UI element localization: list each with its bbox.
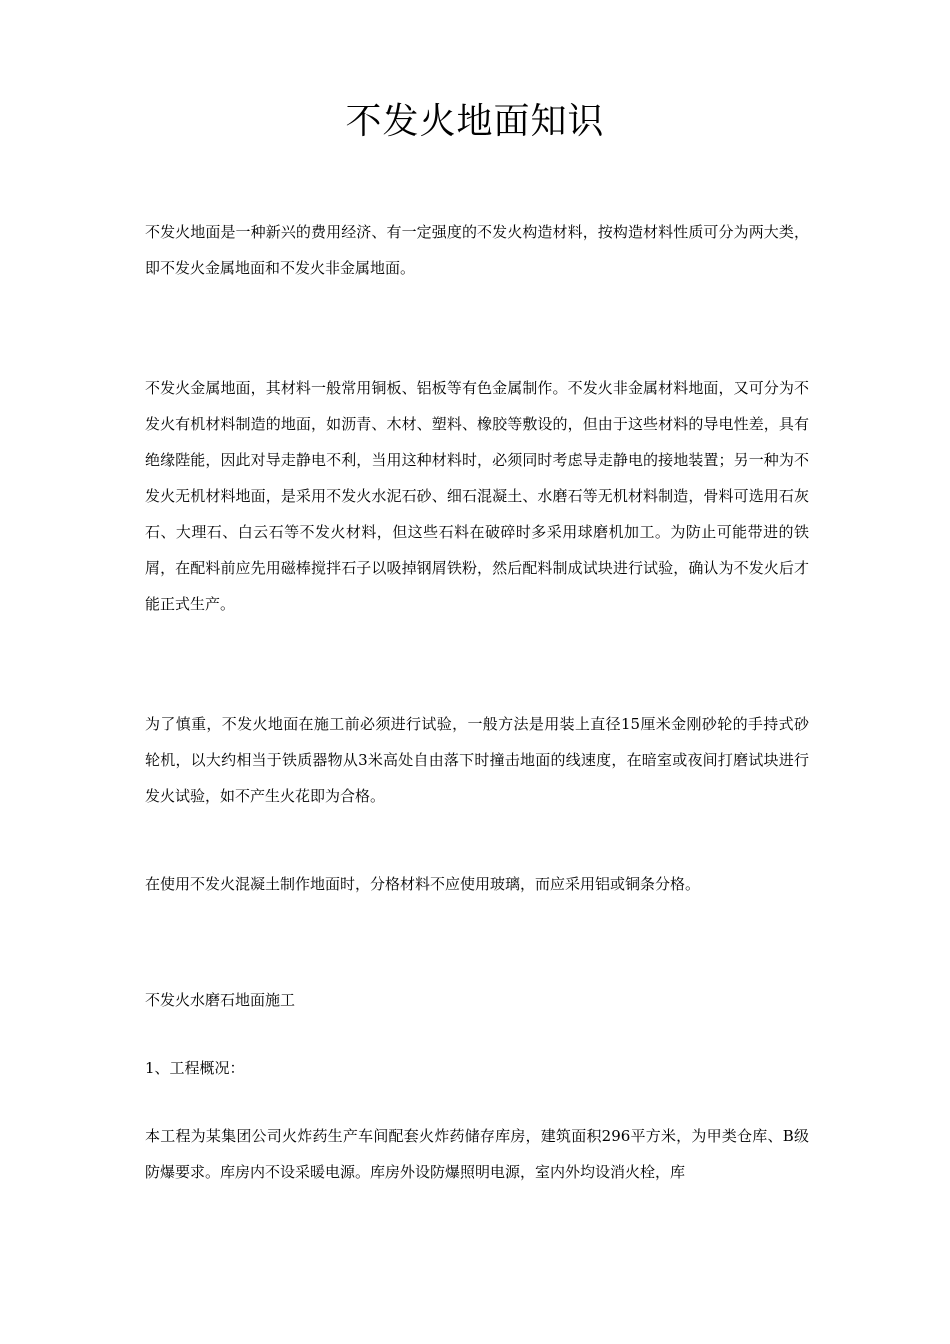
paragraph-materials: 不发火金属地面，其材料一般常用铜板、铝板等有色金属制作。不发火非金属材料地面，又可分为不发火有机材料制造的地面，如沥青、木材、塑料、橡胶等敷设的，但由于这些材料的导电性差，具有绝缘陛能，因此对导走静电不利，当用这种材料时，必须同时考虑导走静电的接地装置；另一种为不发火无机材料地面，是采用不发火水泥石砂、细石混凝土、水磨石等无机材料制造，骨料可选用石灰石、大理石、白云石等不发火材料，但这些石料在破碎时多采用球磨机加工。为防止可能带进的铁屑，在配料前应先用磁棒搅拌石子以吸掉钢屑铁粉，然后配料制成试块进行试验，确认为不发火后才能正式生产。 bbox=[145, 379, 809, 613]
document-title: 不发火地面知识 bbox=[345, 101, 605, 142]
paragraph-project-overview: 本工程为某集团公司火炸药生产车间配套火炸药储存库房，建筑面积296平方米，为甲类仓库、B级防爆要求。库房内不设采暖电源。库房外设防爆照明电源，室内外均设消火栓，库 bbox=[145, 1127, 809, 1181]
paragraph-intro: 不发火地面是一种新兴的费用经济、有一定强度的不发火构造材料，按构造材料性质可分为两大类，即不发火金属地面和不发火非金属地面。 bbox=[145, 223, 809, 277]
subsection-heading-overview: 1、工程概况： bbox=[145, 1059, 245, 1077]
paragraph-testing: 为了慎重，不发火地面在施工前必须进行试验，一般方法是用装上直径15厘米金刚砂轮的手持式砂轮机，以大约相当于铁质器物从3米高处自由落下时撞击地面的线速度，在暗室或夜间打磨试块进行发火试验，如不产生火花即为合格。 bbox=[145, 715, 809, 805]
paragraph-divider-material: 在使用不发火混凝土制作地面时，分格材料不应使用玻璃，而应采用铝或铜条分格。 bbox=[145, 875, 701, 893]
section-heading-terrazzo: 不发火水磨石地面施工 bbox=[145, 991, 296, 1009]
